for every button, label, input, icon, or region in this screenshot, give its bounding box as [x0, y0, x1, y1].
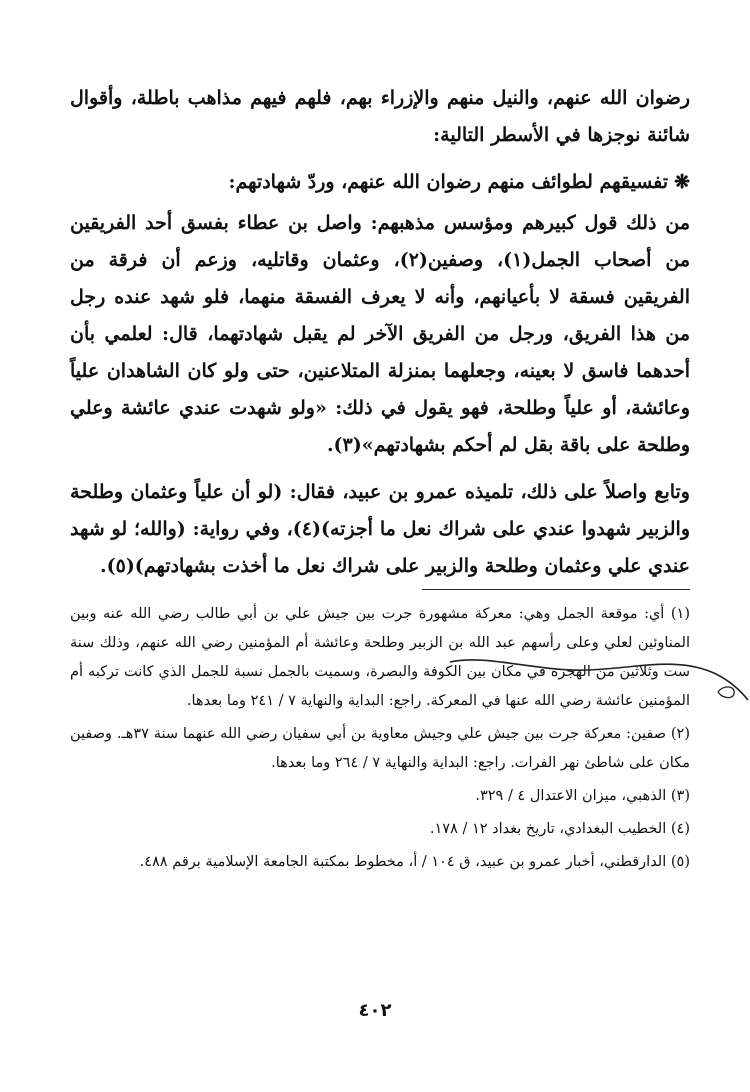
body-paragraph-2: وتابع واصلاً على ذلك، تلميذه عمرو بن عبيد، فقال: (لو أن علياً وعثمان وطلحة والزبير شهدوا عندي على شراك نعل ما أجزته)(٤)، وفي رواية: (والله؛ لو شهد عندي علي وعثمان وطلحة والزبير على شراك نعل ما أخذت بشهادتهم)(٥).: [70, 481, 690, 577]
page-content: [70, 80, 690, 881]
intro-paragraph: رضوان الله عنهم، والنيل منهم والإزراء بهم، فلهم فيهم مذاهب باطلة، وأقوال شائنة نوجزها في الأسطر التالية:: [70, 87, 690, 146]
footnotes: [70, 600, 690, 877]
footnote-4: (٤) الخطيب البغدادي، تاريخ بغداد ١٢ / ١٧٨.: [429, 821, 690, 837]
footnote-2: (٢) صفين: معركة جرت بين جيش علي وجيش معاوية بن أبي سفيان رضي الله عنهما سنة ٣٧هـ. وصفين مكان على شاطئ نهر الفرات. راجع: البداية والنهاية ٧ / ٢٦٤ وما بعدها.: [70, 726, 690, 771]
handwritten-underline-mark: [448, 648, 750, 704]
footnote-3: (٣) الذهبي، ميزان الاعتدال ٤ / ٣٢٩.: [475, 788, 690, 804]
section-heading: [70, 164, 690, 201]
page-number: ٤٠٢: [358, 1000, 392, 1021]
footnote-1: (١) أي: موقعة الجمل وهي: معركة مشهورة جرت بين جيش علي بن أبي طالب رضي الله عنه وبين المناوئين لعلي وعلى رأسهم عبد الله بن الزبير وطلحة وعائشة أم المؤمنين رضي الله عنهم، وذلك سنة ست وثلاثين من الهجرة في مكان بين الكوفة والبصرة، وسميت بالجمل نسبة للجمل الذي كانت تركبه أم المؤمنين عائشة رضي الله عنها في المعركة. راجع: البداية والنهاية ٧ / ٢٤١ وما بعدها.: [70, 606, 690, 709]
footnote-divider: [422, 589, 690, 590]
heading-marker-icon: ❋: [674, 171, 690, 193]
body-paragraph-1: من ذلك قول كبيرهم ومؤسس مذهبهم: واصل بن عطاء بفسق أحد الفريقين من أصحاب الجمل(١)، وصفين(٢)، وعثمان وقاتليه، وزعم أن فرقة من الفريقين فسقة لا بأعيانهم، وأنه لا يعرف الفسقة منهما، فلو شهد عنده رجل من هذا الفريق، ورجل من الفريق الآخر لم يقبل شهادتهما، قال: لعلمي بأن أحدهما فاسق لا بعينه، وجعلهما بمنزلة المتلاعنين، حتى ولو كان الشاهدان علياً وعائشة، أو علياً وطلحة، فهو يقول في ذلك: «ولو شهدت عندي عائشة وعلي وطلحة على باقة بقل لم أحكم بشهادتهم»(٣).: [70, 212, 691, 456]
section-heading-text: تفسيقهم لطوائف منهم رضوان الله عنهم، وردّ شهادتهم:: [228, 171, 669, 193]
footnote-5: (٥) الدارقطني، أخبار عمرو بن عبيد، ق ١٠٤ / أ، مخطوط بمكتبة الجامعة الإسلامية برقم ٤٨٨.: [139, 854, 690, 870]
